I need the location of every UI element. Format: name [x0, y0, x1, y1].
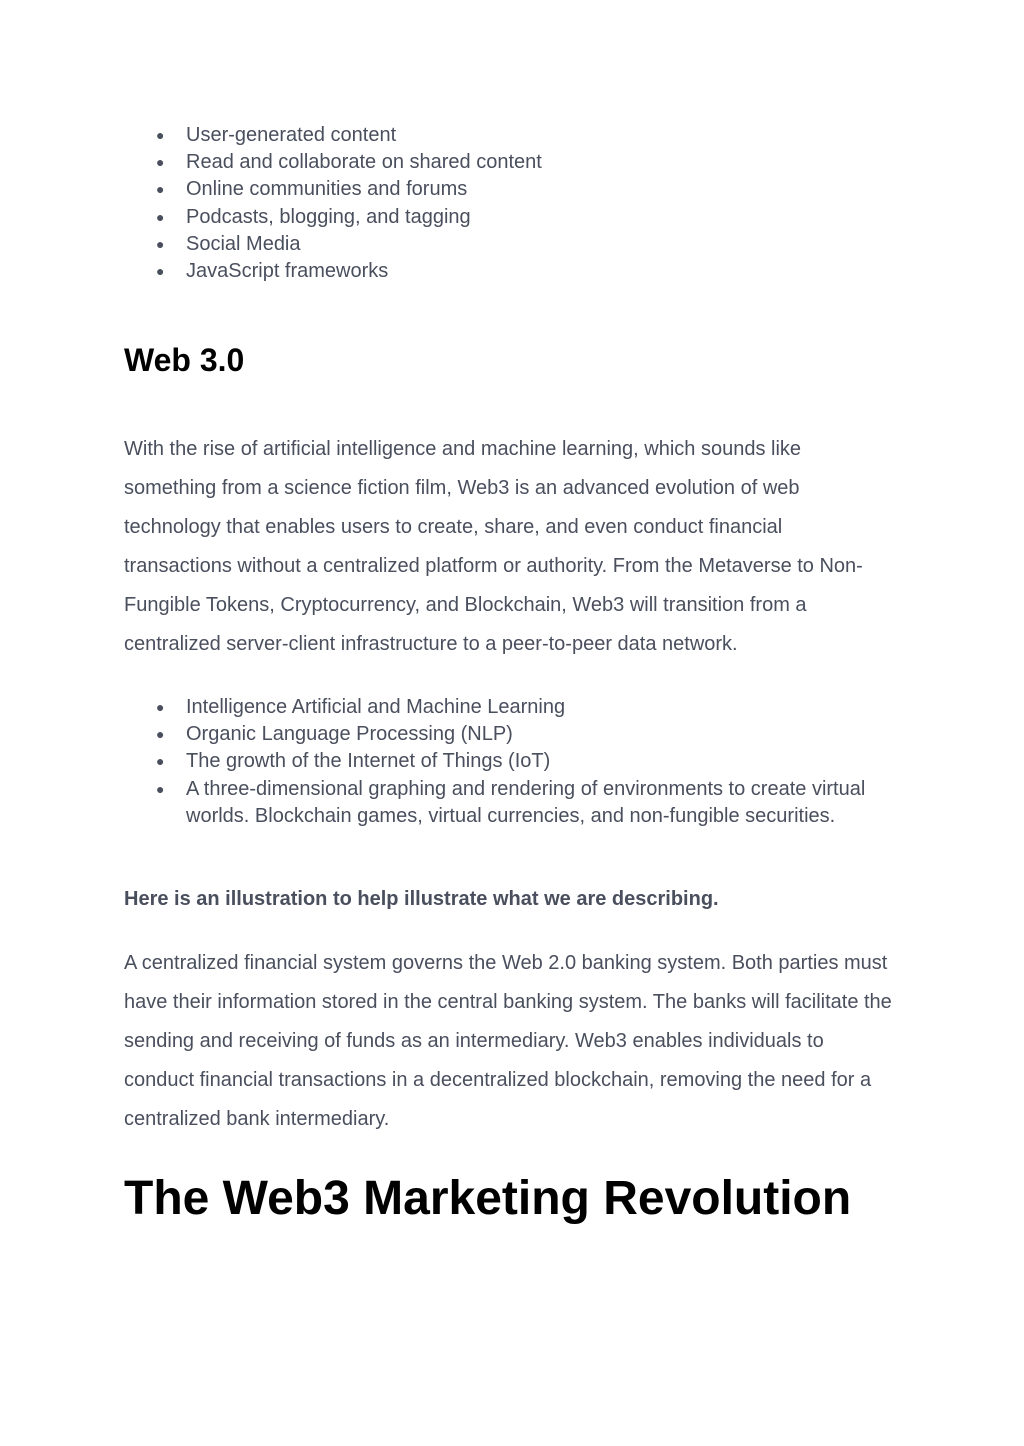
list-item [124, 258, 894, 285]
list-item-text: Online communities and forums [186, 178, 468, 201]
illustration-intro-text: Here is an illustration to help illustrate what we are describing. [124, 888, 719, 910]
web2-feature-list [124, 122, 894, 285]
web3-feature-list [124, 694, 894, 830]
list-item [124, 204, 894, 231]
bullet-icon: ● [156, 726, 165, 743]
list-item-text: Intelligence Artificial and Machine Learning [186, 696, 566, 718]
list-item [124, 176, 894, 203]
bullet-icon: ● [156, 127, 165, 143]
list-item-text: User-generated content [186, 124, 397, 146]
bullet-icon: ● [156, 780, 165, 797]
bullet-icon: ● [156, 753, 165, 770]
banking-explanation-paragraph: A centralized financial system governs the Web 2.0 banking system. Both parties must have their information stored in the central banking system. The banks will facilitate the sending and receiving of funds as an intermediary. Web3 enables individuals to conduct financial transactions in a decentralized blockchain, removing the need for a centralized bank intermediary. [124, 952, 892, 1130]
bullet-icon: ● [156, 208, 165, 225]
list-item-text: A three-dimensional graphing and rendering of environments to create virtual worlds. Blockchain games, virtual currencies, and non-fungible securities. [186, 777, 866, 827]
list-item-text: Organic Language Processing (NLP) [186, 723, 513, 746]
list-item-text: Podcasts, blogging, and tagging [186, 205, 471, 228]
list-item-text: Social Media [186, 232, 301, 255]
bullet-icon: ● [156, 154, 165, 171]
bullet-icon: ● [156, 181, 165, 198]
list-item [124, 721, 894, 748]
list-item [124, 748, 894, 775]
bullet-icon: ● [156, 263, 165, 280]
list-item-text: JavaScript frameworks [186, 260, 389, 283]
list-item-text: The growth of the Internet of Things (IoT) [186, 750, 551, 773]
list-item [124, 776, 894, 830]
list-item [124, 231, 894, 258]
section-heading-marketing-revolution: The Web3 Marketing Revolution [124, 1172, 852, 1225]
list-item [124, 122, 894, 149]
web3-description-paragraph: With the rise of artificial intelligence and machine learning, which sounds like something from a science fiction film, Web3 is an advanced evolution of web technology that enables users to create, share, and even conduct financial transactions without a centralized platform or authority. From the Metaverse to Non-Fungible Tokens, Cryptocurrency, and Blockchain, Web3 will transition from a centralized server-client infrastructure to a peer-to-peer data network. [124, 438, 863, 655]
list-item [124, 149, 894, 176]
bullet-icon: ● [156, 699, 165, 715]
list-item [124, 694, 894, 721]
section-heading-web3: Web 3.0 [124, 342, 245, 378]
list-item-text: Read and collaborate on shared content [186, 151, 542, 174]
bullet-icon: ● [156, 235, 165, 252]
